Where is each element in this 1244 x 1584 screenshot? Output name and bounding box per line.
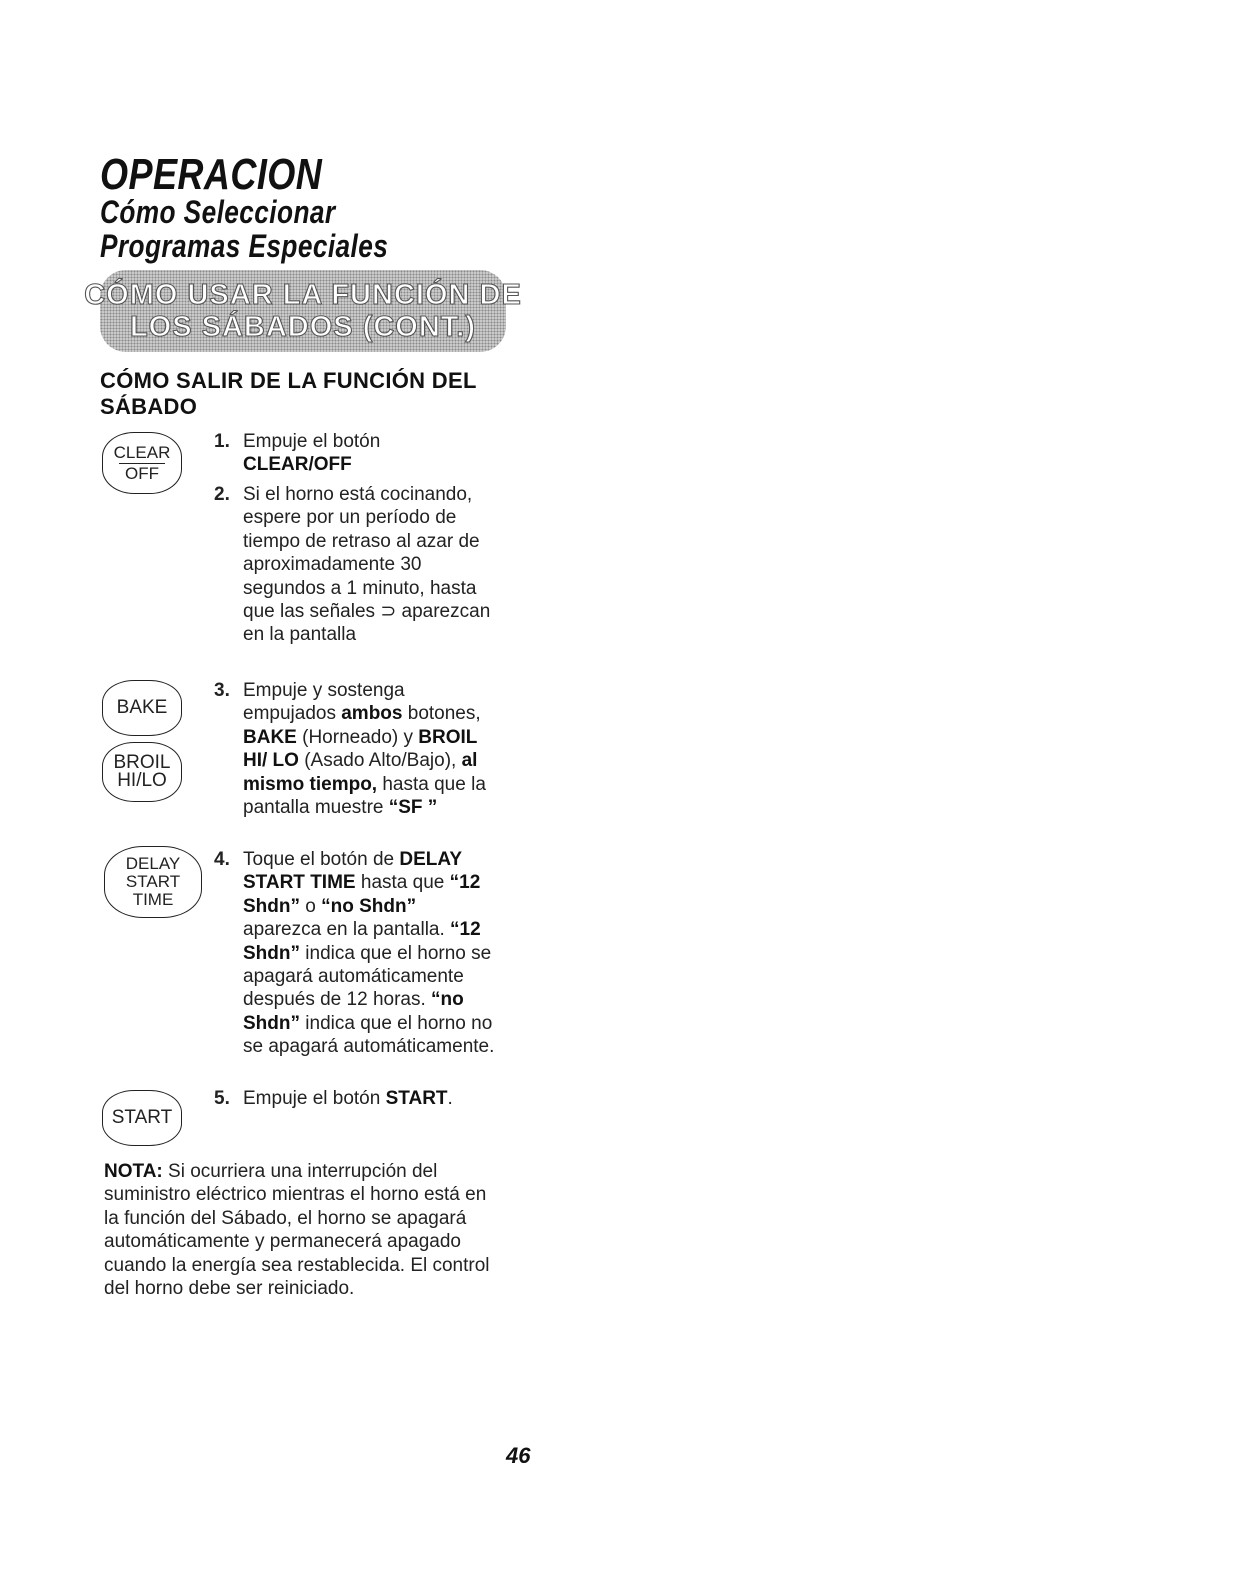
start-key-label: START (111, 1107, 173, 1128)
step-3-bold-a: ambos (341, 703, 403, 725)
delay-start-time-key-icon (104, 846, 202, 918)
step-1 (214, 430, 514, 477)
step-4 (214, 848, 514, 1059)
clear-off-key-icon (102, 432, 182, 494)
step-2 (214, 483, 514, 647)
banner-line2: LOS SÁBADOS (CONT.) (129, 311, 477, 343)
page-number: 46 (506, 1443, 531, 1468)
delay-start-key-label: START (125, 872, 181, 891)
step-5-bold-a: START (385, 1088, 448, 1109)
page-title: OPERACION (100, 150, 323, 199)
section-banner (84, 270, 522, 352)
hilo-key-label: HI/LO (117, 770, 167, 791)
bake-key-icon (102, 680, 182, 736)
step-text (243, 848, 495, 1059)
step-3-text-c: (Horneado) y (302, 726, 414, 748)
step-4-text-b: hasta que (360, 872, 445, 894)
step-3-text-d: (Asado Alto/Bajo), (304, 750, 457, 772)
section-heading-line1: CÓMO SALIR DE LA FUNCIÓN DEL (100, 368, 477, 393)
step-3-bold-c: BROIL HI/ LO (243, 726, 478, 772)
bake-key-label: BAKE (116, 697, 168, 718)
step-4-text-d: aparezca en la pantalla. (243, 919, 445, 941)
step-1-button-name: CLEAR/OFF (243, 454, 352, 476)
step-4-bold-d: “12 Shdn” (243, 919, 481, 964)
step-4-bold-b: “12 Shdn” (243, 872, 481, 917)
broil-hilo-key-icon (102, 742, 182, 802)
step-4-text-a: Toque el botón de (243, 849, 395, 870)
step-4-bold-e: “no Shdn” (243, 989, 464, 1034)
step-4-text-c: o (305, 895, 316, 917)
step-3-bold-e: “SF ” (388, 797, 438, 819)
page-subtitle-line2: Programas Especiales (100, 228, 389, 264)
step-4-text-f: indica que el horno no se apagará automáticamente. (243, 1012, 495, 1058)
step-number: 2. (214, 484, 230, 505)
section-heading (100, 368, 477, 420)
note-text: Si ocurriera una interrupción del suministro eléctrico mientras el horno está en la función del Sábado, el horno se apagará automáticamente y permanecerá apagado cuando la energía sea restablecida. El control del horno debe ser reiniciado. (104, 1161, 490, 1300)
step-5-text-b: . (447, 1088, 453, 1109)
signal-symbol-icon: ⊃ (380, 601, 397, 623)
step-number: 4. (214, 849, 230, 870)
step-text (243, 483, 493, 647)
step-text (243, 679, 491, 819)
delay-key-label: DELAY (125, 854, 181, 873)
step-4-bold-a: DELAY START TIME (243, 849, 462, 894)
note-paragraph (104, 1160, 504, 1300)
step-5 (214, 1087, 514, 1110)
off-key-label: OFF (125, 463, 159, 483)
note-label: NOTA: (104, 1161, 163, 1182)
broil-key-label: BROIL (113, 752, 171, 773)
step-number: 5. (214, 1088, 230, 1109)
step-4-text-e: indica que el horno se apagará automáticamente después de 12 horas. (243, 942, 492, 1011)
step-3-text-a: Empuje y sostenga empujados (243, 680, 405, 725)
step-3-text-e: hasta que la pantalla muestre (243, 773, 486, 819)
delay-time-key-label: TIME (132, 890, 174, 909)
step-2-text-a: Si el horno está cocinando, espere por un período de tiempo de retraso al azar de aproximadamente 30 segundos a 1 minuto, hasta que las señales (243, 484, 480, 623)
page-subtitle-line1: Cómo Seleccionar (100, 194, 336, 230)
step-text (243, 1087, 514, 1110)
clear-key-label: CLEAR (113, 442, 171, 462)
step-3 (214, 679, 514, 819)
step-2-text-b: aparezcan en la pantalla (243, 601, 491, 646)
step-number: 3. (214, 680, 230, 701)
banner-line1: CÓMO USAR LA FUNCIÓN DE (84, 279, 522, 311)
start-key-icon (102, 1090, 182, 1146)
step-4-bold-c: “no Shdn” (321, 895, 417, 917)
section-heading-line2: SÁBADO (100, 394, 198, 419)
step-text (243, 430, 514, 477)
step-1-text: Empuje el botón (243, 431, 381, 452)
step-3-bold-d: al mismo tiempo, (243, 750, 478, 795)
step-3-bold-b: BAKE (243, 726, 297, 748)
step-number: 1. (214, 431, 230, 452)
step-5-text-a: Empuje el botón (243, 1088, 381, 1109)
step-3-text-b: botones, (407, 703, 481, 725)
